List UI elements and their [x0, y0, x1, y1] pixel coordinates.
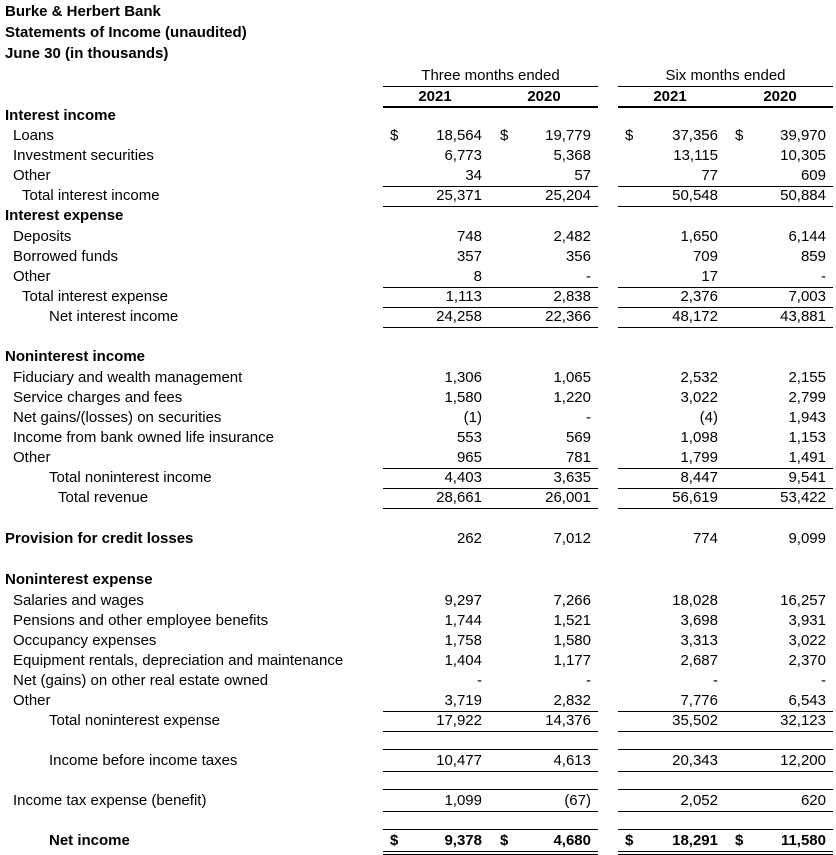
cell-value: 11,580 — [780, 832, 826, 849]
cell-value: 1,113 — [445, 288, 482, 305]
row-label: Pensions and other employee benefits — [13, 612, 269, 629]
table-row — [0, 167, 836, 187]
divider — [383, 749, 598, 750]
cell-value: 8 — [473, 268, 482, 285]
cell-value: 2,532 — [680, 369, 718, 386]
currency-symbol: $ — [735, 832, 744, 849]
cell-value: 709 — [692, 248, 718, 265]
cell-value: 20,343 — [672, 752, 718, 769]
cell-value: 2,370 — [788, 652, 826, 669]
currency-symbol: $ — [625, 127, 634, 144]
cell-value: 2,838 — [553, 288, 591, 305]
cell-value: 6,543 — [788, 692, 826, 709]
cell-value: 7,003 — [788, 288, 826, 305]
cell-value: 8,447 — [680, 469, 718, 486]
cell-value: 3,022 — [680, 389, 718, 406]
cell-value: 2,376 — [680, 288, 718, 305]
cell-value: 16,257 — [780, 592, 826, 609]
cell-value: 1,153 — [788, 429, 826, 446]
section-label: Interest expense — [5, 207, 124, 224]
cell-value: 10,477 — [436, 752, 482, 769]
table-row — [0, 288, 836, 308]
cell-value: 48,172 — [672, 308, 718, 325]
cell-value: 3,635 — [553, 469, 591, 486]
cell-value: 77 — [701, 167, 718, 184]
cell-value: 18,291 — [672, 832, 718, 849]
cell-value: 3,931 — [788, 612, 826, 629]
cell-value: 1,099 — [444, 792, 482, 809]
cell-value: 1,306 — [444, 369, 482, 386]
cell-value: 7,266 — [553, 592, 591, 609]
cell-value: 2,799 — [788, 389, 826, 406]
row-label: Total revenue — [58, 489, 149, 506]
cell-value: 24,258 — [436, 308, 482, 325]
row-label: Total interest income — [22, 187, 160, 204]
cell-value: 1,177 — [553, 652, 591, 669]
row-label: Other — [13, 692, 51, 709]
divider — [618, 327, 833, 328]
cell-value: 1,758 — [444, 632, 482, 649]
cell-value: 2,052 — [680, 792, 718, 809]
cell-value: 35,502 — [672, 712, 718, 729]
cell-value: 1,220 — [553, 389, 591, 406]
table-row — [0, 712, 836, 732]
table-row — [0, 429, 836, 449]
cell-value: (4) — [699, 409, 718, 426]
cell-value: - — [821, 672, 826, 689]
table-row — [0, 369, 836, 389]
section-label: Noninterest income — [5, 348, 146, 365]
cell-value: 14,376 — [545, 712, 591, 729]
period-label: June 30 (in thousands) — [5, 45, 169, 62]
divider — [618, 508, 833, 509]
row-label: Net interest income — [49, 308, 179, 325]
cell-value: 3,719 — [444, 692, 482, 709]
cell-value: 10,305 — [780, 147, 826, 164]
section-label: Interest income — [5, 107, 116, 124]
currency-symbol: $ — [735, 127, 744, 144]
section-header-row — [0, 571, 836, 591]
table-row — [0, 248, 836, 268]
cell-value: 620 — [800, 792, 826, 809]
cell-value: - — [586, 672, 591, 689]
cell-value: 748 — [456, 228, 482, 245]
table-row — [0, 530, 836, 550]
currency-symbol: $ — [500, 832, 509, 849]
cell-value: 262 — [456, 530, 482, 547]
divider — [383, 327, 598, 328]
cell-value: 1,943 — [788, 409, 826, 426]
row-label: Other — [13, 268, 51, 285]
row-label: Net gains/(losses) on securities — [13, 409, 222, 426]
table-row — [0, 127, 836, 147]
cell-value: 19,779 — [545, 127, 591, 144]
row-label: Fiduciary and wealth management — [13, 369, 243, 386]
cell-value: 3,313 — [680, 632, 718, 649]
divider — [618, 829, 833, 830]
cell-value: - — [586, 409, 591, 426]
cell-value: 25,371 — [436, 187, 482, 204]
row-label: Income before income taxes — [49, 752, 238, 769]
divider — [383, 508, 598, 509]
cell-value: 7,012 — [553, 530, 591, 547]
cell-value: 356 — [565, 248, 591, 265]
divider — [383, 771, 598, 772]
divider — [383, 811, 598, 812]
cell-value: 781 — [565, 449, 591, 466]
cell-value: 609 — [800, 167, 826, 184]
divider — [618, 789, 833, 790]
row-label: Service charges and fees — [13, 389, 183, 406]
cell-value: 1,521 — [553, 612, 591, 629]
table-row — [0, 187, 836, 207]
table-row — [0, 592, 836, 612]
row-label: Borrowed funds — [13, 248, 119, 265]
section-header-row — [0, 107, 836, 127]
cell-value: 3,698 — [680, 612, 718, 629]
cell-value: 2,155 — [788, 369, 826, 386]
cell-value: 1,580 — [444, 389, 482, 406]
currency-symbol: $ — [390, 127, 399, 144]
table-row — [0, 692, 836, 712]
cell-value: 17 — [701, 268, 718, 285]
cell-value: 50,548 — [672, 187, 718, 204]
table-row — [0, 792, 836, 812]
company-name: Burke & Herbert Bank — [5, 3, 161, 20]
currency-symbol: $ — [390, 832, 399, 849]
cell-value: 5,368 — [553, 147, 591, 164]
table-row — [0, 308, 836, 328]
cell-value: - — [713, 672, 718, 689]
cell-value: 18,564 — [436, 127, 482, 144]
table-row — [0, 409, 836, 429]
cell-value: 32,123 — [780, 712, 826, 729]
cell-value: 553 — [456, 429, 482, 446]
cell-value: 357 — [456, 248, 482, 265]
cell-value: 4,680 — [553, 832, 591, 849]
row-label: Total interest expense — [22, 288, 168, 305]
cell-value: 43,881 — [780, 308, 826, 325]
three-months-header: Three months ended — [421, 67, 560, 84]
divider — [383, 829, 598, 830]
row-label: Investment securities — [13, 147, 154, 164]
cell-value: 28,661 — [436, 489, 482, 506]
row-label: Total noninterest income — [49, 469, 212, 486]
cell-value: 9,541 — [788, 469, 826, 486]
divider — [383, 731, 598, 732]
section-header-row — [0, 348, 836, 368]
cell-value: 1,404 — [444, 652, 482, 669]
cell-value: 9,099 — [788, 530, 826, 547]
cell-value: 25,204 — [545, 187, 591, 204]
row-label: Income tax expense (benefit) — [13, 792, 207, 809]
cell-value: 4,403 — [444, 469, 482, 486]
row-label: Occupancy expenses — [13, 632, 157, 649]
cell-value: 1,650 — [680, 228, 718, 245]
cell-value: 57 — [574, 167, 591, 184]
cell-value: 50,884 — [780, 187, 826, 204]
row-label: Salaries and wages — [13, 592, 144, 609]
cell-value: 56,619 — [672, 489, 718, 506]
table-row — [0, 469, 836, 489]
cell-value: 7,776 — [680, 692, 718, 709]
row-label: Deposits — [13, 228, 72, 245]
row-label: Provision for credit losses — [5, 530, 194, 547]
year-2021-six: 2021 — [653, 88, 687, 105]
cell-value: 1,065 — [553, 369, 591, 386]
cell-value: 2,832 — [553, 692, 591, 709]
year-2021-three: 2021 — [418, 88, 452, 105]
cell-value: 4,613 — [553, 752, 591, 769]
cell-value: 1,744 — [444, 612, 482, 629]
year-2020-three: 2020 — [527, 88, 561, 105]
table-row — [0, 449, 836, 469]
row-label: Other — [13, 167, 51, 184]
table-row — [0, 652, 836, 672]
table-row — [0, 228, 836, 248]
row-label: Income from bank owned life insurance — [13, 429, 274, 446]
table-row — [0, 147, 836, 167]
divider — [383, 789, 598, 790]
divider — [618, 749, 833, 750]
row-label: Other — [13, 449, 51, 466]
cell-value: 9,297 — [444, 592, 482, 609]
divider — [618, 851, 833, 852]
table-row — [0, 832, 836, 852]
cell-value: - — [821, 268, 826, 285]
statement-title: Statements of Income (unaudited) — [5, 24, 247, 41]
year-2020-six: 2020 — [763, 88, 797, 105]
cell-value: 37,356 — [672, 127, 718, 144]
row-label: Loans — [13, 127, 54, 144]
section-header-row — [0, 207, 836, 227]
table-row — [0, 268, 836, 288]
cell-value: 2,482 — [553, 228, 591, 245]
cell-value: 774 — [692, 530, 718, 547]
cell-value: 13,115 — [673, 147, 718, 164]
table-row — [0, 489, 836, 509]
divider — [618, 86, 833, 87]
cell-value: 53,422 — [780, 489, 826, 506]
table-row — [0, 612, 836, 632]
cell-value: 859 — [800, 248, 826, 265]
cell-value: 17,922 — [436, 712, 482, 729]
cell-value: 39,970 — [780, 127, 826, 144]
table-row — [0, 389, 836, 409]
six-months-header: Six months ended — [665, 67, 786, 84]
divider — [618, 811, 833, 812]
divider — [383, 851, 598, 852]
currency-symbol: $ — [500, 127, 509, 144]
cell-value: 18,028 — [672, 592, 718, 609]
cell-value: 6,144 — [788, 228, 826, 245]
cell-value: 26,001 — [545, 489, 591, 506]
row-label: Total noninterest expense — [49, 712, 220, 729]
cell-value: 1,491 — [788, 449, 826, 466]
cell-value: 1,580 — [553, 632, 591, 649]
cell-value: 3,022 — [788, 632, 826, 649]
cell-value: 12,200 — [780, 752, 826, 769]
cell-value: 9,378 — [444, 832, 482, 849]
divider — [618, 771, 833, 772]
cell-value: 965 — [456, 449, 482, 466]
section-label: Noninterest expense — [5, 571, 153, 588]
cell-value: 34 — [465, 167, 482, 184]
table-row — [0, 752, 836, 772]
cell-value: 1,098 — [680, 429, 718, 446]
cell-value: 22,366 — [545, 308, 591, 325]
cell-value: 569 — [565, 429, 591, 446]
row-label: Net (gains) on other real estate owned — [13, 672, 269, 689]
row-label: Equipment rentals, depreciation and maintenance — [13, 652, 344, 669]
cell-value: 2,687 — [680, 652, 718, 669]
table-row — [0, 672, 836, 692]
cell-value: 6,773 — [444, 147, 482, 164]
currency-symbol: $ — [625, 832, 634, 849]
divider — [618, 731, 833, 732]
row-label: Net income — [49, 832, 130, 849]
cell-value: (1) — [463, 409, 482, 426]
cell-value: - — [586, 268, 591, 285]
cell-value: 1,799 — [680, 449, 718, 466]
table-row — [0, 632, 836, 652]
cell-value: - — [477, 672, 482, 689]
divider — [383, 86, 598, 87]
cell-value: (67) — [564, 792, 591, 809]
